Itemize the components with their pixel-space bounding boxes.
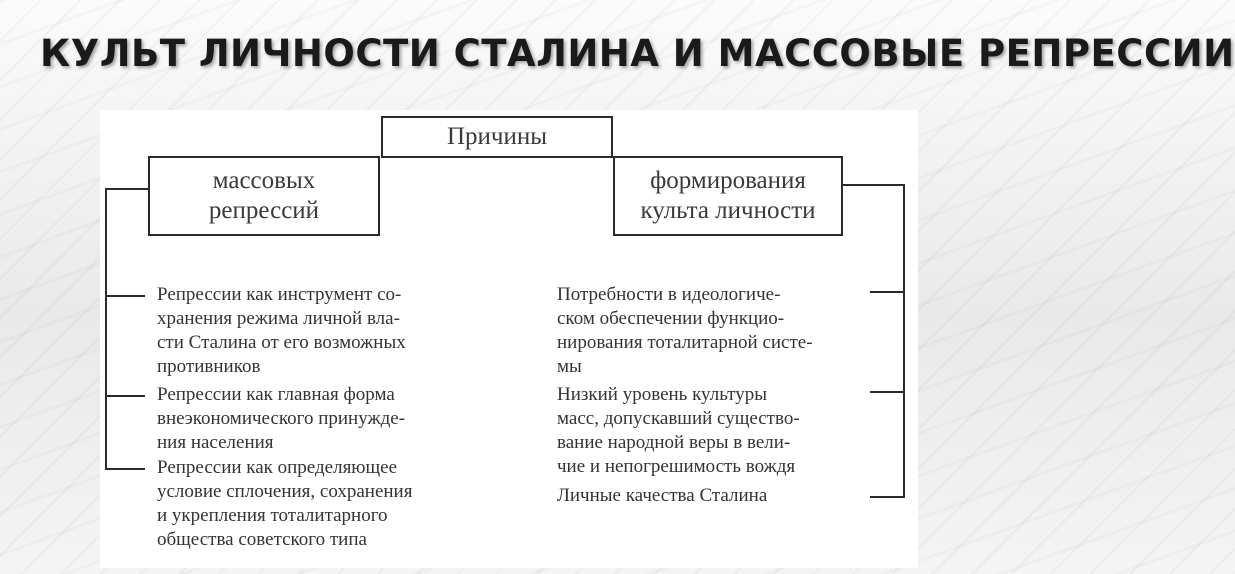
causes-label: Причины [446,123,548,150]
left-tick-2 [105,395,145,397]
right-bracket-line [903,184,905,498]
left-tick-1 [105,295,145,297]
left-bracket-line [105,188,107,470]
slide-title: КУЛЬТ ЛИЧНОСТИ СТАЛИНА И МАССОВЫЕ РЕПРЕССИИ [40,32,1235,75]
right-connector-top [843,184,905,186]
repression-reason-1: Репрессии как инструмент со- хранения режима личной вла- сти Сталина от его возможных противников [157,284,406,377]
repression-reason-2: Репрессии как главная форма внеэкономического принужде- ния населения [157,384,406,453]
mass-repression-label: массовых репрессий [208,167,320,224]
causes-diagram [100,110,918,568]
personality-cult-label: формирования культа личности [640,167,816,224]
repression-reason-3: Репрессии как определяющее условие сплочения, сохранения и укрепления тоталитарного общества советского типа [157,457,413,550]
cult-reason-1: Потребности в идеологиче- ском обеспечении функцио- нирования тоталитарной систе- мы [557,284,813,377]
left-connector-top [105,188,148,190]
personality-cult-box [613,156,843,236]
cult-reason-2: Низкий уровень культуры масс, допускавший существо- вание народной веры в вели- чие и непогрешимость вождя [557,384,800,477]
causes-box [381,116,613,158]
left-tick-3 [105,468,145,470]
cult-reason-3: Личные качества Сталина [557,485,768,506]
mass-repression-box [148,156,380,236]
